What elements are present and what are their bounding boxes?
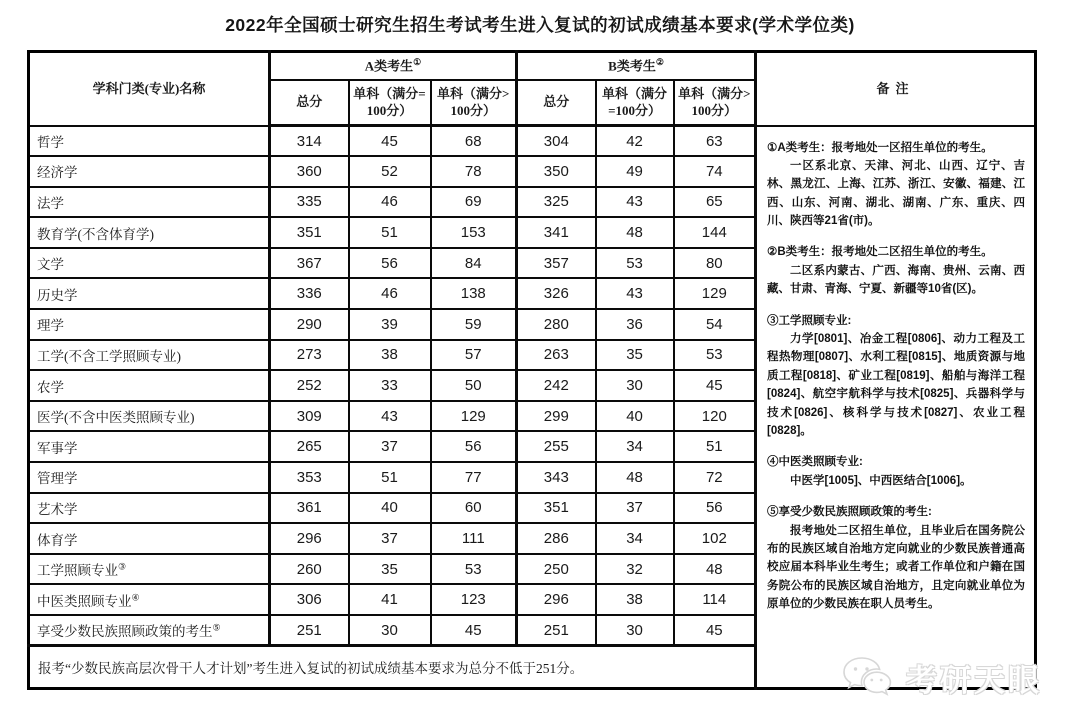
score-cell: 290	[270, 309, 349, 340]
score-requirements-table	[27, 50, 1037, 690]
footnote-marker: ②	[655, 57, 664, 68]
score-cell: 36	[596, 309, 674, 340]
column-header-a-total: 总分	[270, 80, 349, 126]
score-cell: 265	[270, 431, 349, 462]
score-cell: 129	[674, 278, 756, 309]
score-cell: 114	[674, 584, 756, 615]
score-cell: 35	[349, 554, 431, 585]
footnote-marker: ③	[118, 561, 127, 572]
group-header-row	[29, 52, 1036, 80]
score-cell: 351	[517, 493, 596, 524]
score-cell: 263	[517, 340, 596, 371]
score-cell: 242	[517, 370, 596, 401]
score-cell: 38	[596, 584, 674, 615]
score-cell: 40	[596, 401, 674, 432]
remark-item: ④中医类照顾专业: 中医学[1005]、中西医结合[1006]。	[767, 456, 972, 487]
subject-name: 理学	[29, 309, 270, 340]
score-cell: 48	[674, 554, 756, 585]
table-header	[29, 52, 1036, 126]
score-cell: 37	[349, 523, 431, 554]
score-cell: 53	[596, 248, 674, 279]
remark-item: ②B类考生：报考地处二区招生单位的考生。 二区系内蒙古、广西、海南、贵州、云南、西藏、甘肃、青海、宁夏、新疆等10省(区)。	[767, 246, 1026, 296]
score-cell: 296	[517, 584, 596, 615]
score-cell: 54	[674, 309, 756, 340]
page-title: 2022年全国硕士研究生招生考试考生进入复试的初试成绩基本要求(学术学位类)	[225, 15, 855, 35]
column-header-b-single-gt100: 单科（满分>100分）	[674, 80, 756, 126]
score-cell: 57	[431, 340, 517, 371]
score-cell: 286	[517, 523, 596, 554]
score-cell: 129	[431, 401, 517, 432]
score-cell: 63	[674, 126, 756, 157]
subject-name: 文学	[29, 248, 270, 279]
footnote-marker: ⑤	[212, 622, 221, 633]
score-cell: 43	[349, 401, 431, 432]
score-cell: 51	[349, 217, 431, 248]
score-cell: 250	[517, 554, 596, 585]
subject-name: 军事学	[29, 431, 270, 462]
score-cell: 43	[596, 278, 674, 309]
score-cell: 326	[517, 278, 596, 309]
column-header-subject: 学科门类(专业)名称	[29, 52, 270, 126]
score-cell: 30	[349, 615, 431, 646]
score-cell: 296	[270, 523, 349, 554]
table-body	[29, 126, 1036, 689]
score-cell: 34	[596, 523, 674, 554]
footer-note: 报考“少数民族高层次骨干人才计划”考生进入复试的初试成绩基本要求为总分不低于251分。	[29, 646, 756, 689]
score-cell: 251	[270, 615, 349, 646]
score-cell: 46	[349, 187, 431, 218]
subject-name: 管理学	[29, 462, 270, 493]
score-cell: 309	[270, 401, 349, 432]
score-cell: 39	[349, 309, 431, 340]
score-cell: 335	[270, 187, 349, 218]
score-cell: 48	[596, 217, 674, 248]
column-header-group-a: A类考生①	[270, 52, 517, 80]
score-cell: 52	[349, 156, 431, 187]
remark-item: ③工学照顾专业: 力学[0801]、冶金工程[0806]、动力工程及工程热物理[0807]、水利工程[0815]、地质资源与地质工程[0818]、矿业工程[0819]、船舶与海洋工程[0824]、航空宇航科学与技术[0825]、兵器科学与技术[0826]、核科学与技术[0827]、农业工程[0828]。	[767, 314, 1026, 437]
score-cell: 153	[431, 217, 517, 248]
score-cell: 45	[431, 615, 517, 646]
column-header-a-single100: 单科（满分=100分）	[349, 80, 431, 126]
score-cell: 56	[349, 248, 431, 279]
score-cell: 34	[596, 431, 674, 462]
score-cell: 341	[517, 217, 596, 248]
score-cell: 78	[431, 156, 517, 187]
subject-name: 中医类照顾专业④	[29, 584, 270, 615]
remarks-cell	[756, 126, 1036, 689]
score-cell: 314	[270, 126, 349, 157]
score-cell: 102	[674, 523, 756, 554]
score-cell: 65	[674, 187, 756, 218]
score-cell: 361	[270, 493, 349, 524]
subject-name: 历史学	[29, 278, 270, 309]
score-cell: 32	[596, 554, 674, 585]
subject-name: 哲学	[29, 126, 270, 157]
score-cell: 120	[674, 401, 756, 432]
column-header-b-single100: 单科（满分=100分）	[596, 80, 674, 126]
score-cell: 273	[270, 340, 349, 371]
subject-name: 经济学	[29, 156, 270, 187]
score-cell: 357	[517, 248, 596, 279]
score-cell: 325	[517, 187, 596, 218]
score-cell: 123	[431, 584, 517, 615]
score-cell: 353	[270, 462, 349, 493]
score-cell: 251	[517, 615, 596, 646]
score-cell: 360	[270, 156, 349, 187]
score-cell: 80	[674, 248, 756, 279]
column-header-group-b: B类考生②	[517, 52, 756, 80]
subject-name: 农学	[29, 370, 270, 401]
score-cell: 51	[674, 431, 756, 462]
score-cell: 45	[674, 615, 756, 646]
score-cell: 33	[349, 370, 431, 401]
score-cell: 50	[431, 370, 517, 401]
score-cell: 306	[270, 584, 349, 615]
score-cell: 48	[596, 462, 674, 493]
score-cell: 51	[349, 462, 431, 493]
remark-item: ⑤享受少数民族照顾政策的考生: 报考地处二区招生单位，且毕业后在国务院公布的民族区域自治地方定向就业的少数民族普通高校应届本科毕业生考生；或者工作单位和户籍在国务院公布的民族区域自治地方，且定向就业单位为原单位的少数民族在职人员考生。	[767, 506, 1026, 611]
footnote-marker: ④	[131, 592, 140, 603]
subject-name: 工学(不含工学照顾专业)	[29, 340, 270, 371]
score-cell: 77	[431, 462, 517, 493]
footnote-marker: ①	[413, 57, 422, 68]
score-cell: 30	[596, 615, 674, 646]
score-cell: 45	[349, 126, 431, 157]
score-cell: 45	[674, 370, 756, 401]
subject-name: 教育学(不含体育学)	[29, 217, 270, 248]
score-cell: 30	[596, 370, 674, 401]
subject-name: 艺术学	[29, 493, 270, 524]
score-cell: 60	[431, 493, 517, 524]
score-cell: 111	[431, 523, 517, 554]
score-cell: 138	[431, 278, 517, 309]
score-cell: 53	[674, 340, 756, 371]
score-cell: 144	[674, 217, 756, 248]
column-header-b-total: 总分	[517, 80, 596, 126]
score-cell: 40	[349, 493, 431, 524]
score-cell: 35	[596, 340, 674, 371]
subject-name: 享受少数民族照顾政策的考生⑤	[29, 615, 270, 646]
subject-name: 工学照顾专业③	[29, 554, 270, 585]
score-cell: 37	[349, 431, 431, 462]
score-cell: 367	[270, 248, 349, 279]
score-cell: 336	[270, 278, 349, 309]
score-cell: 43	[596, 187, 674, 218]
score-cell: 56	[674, 493, 756, 524]
score-cell: 49	[596, 156, 674, 187]
score-cell: 299	[517, 401, 596, 432]
subject-name: 法学	[29, 187, 270, 218]
score-cell: 41	[349, 584, 431, 615]
score-cell: 46	[349, 278, 431, 309]
score-cell: 74	[674, 156, 756, 187]
score-cell: 68	[431, 126, 517, 157]
remark-item: ①A类考生：报考地处一区招生单位的考生。 一区系北京、天津、河北、山西、辽宁、吉林、黑龙江、上海、江苏、浙江、安徽、福建、江西、山东、河南、湖北、湖南、广东、重庆、四川、陕西等21省(市)。	[767, 141, 1026, 228]
score-cell: 42	[596, 126, 674, 157]
subject-name: 体育学	[29, 523, 270, 554]
score-cell: 350	[517, 156, 596, 187]
score-cell: 37	[596, 493, 674, 524]
score-cell: 255	[517, 431, 596, 462]
score-cell: 280	[517, 309, 596, 340]
score-cell: 260	[270, 554, 349, 585]
column-header-a-single-gt100: 单科（满分>100分）	[431, 80, 517, 126]
score-cell: 84	[431, 248, 517, 279]
watermark-text: 考研天眼	[906, 662, 1042, 698]
score-cell: 343	[517, 462, 596, 493]
score-cell: 38	[349, 340, 431, 371]
score-cell: 351	[270, 217, 349, 248]
score-cell: 69	[431, 187, 517, 218]
score-cell: 72	[674, 462, 756, 493]
score-cell: 304	[517, 126, 596, 157]
score-cell: 53	[431, 554, 517, 585]
subject-name: 医学(不含中医类照顾专业)	[29, 401, 270, 432]
table-row	[29, 126, 1036, 157]
score-cell: 252	[270, 370, 349, 401]
score-cell: 59	[431, 309, 517, 340]
column-header-remarks: 备注	[756, 52, 1036, 126]
score-cell: 56	[431, 431, 517, 462]
